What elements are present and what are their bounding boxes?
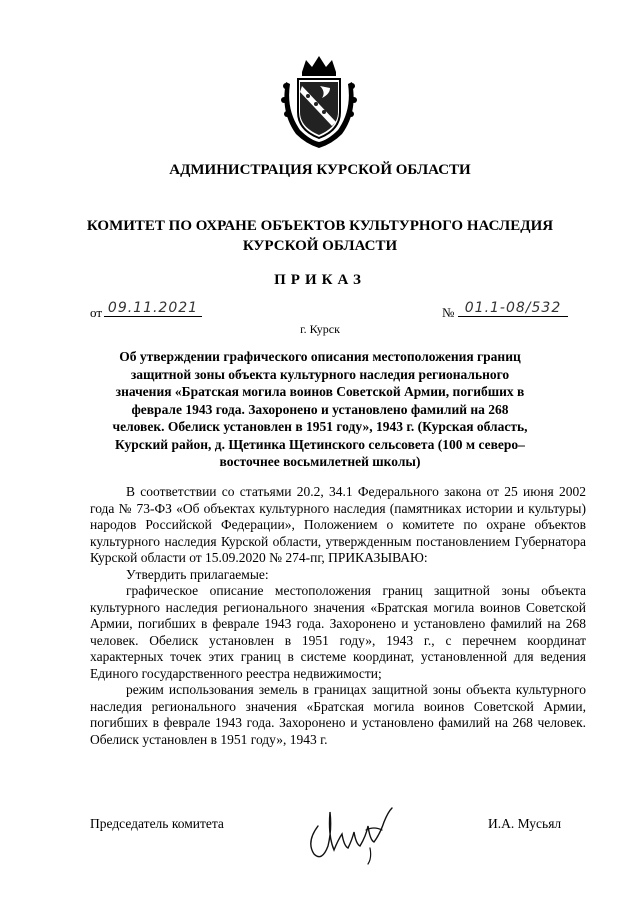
body-paragraph: режим использования земель в границах защитной зоны объекта культурного наследия регионального значения «Братская могила воинов Советской Армии, погибших в феврале 1943 года. Захоронено и установлено фамилий на 268 человек. Обелиск установлен в 1951 году», 1943 г. <box>90 682 586 747</box>
body-paragraph: В соответствии со статьями 20.2, 34.1 Федерального закона от 25 июня 2002 года № 73-ФЗ «Об объектах культурного наследия (памятниках истории и культуры) народов Российской Федерации», Положением о комитете по охране объектов культурного наследия Курской области, утвержденным постановлением Губернатора Курской области от 15.09.2020 № 274-пг, ПРИКАЗЫВАЮ: <box>90 484 586 565</box>
document-body <box>90 484 586 748</box>
signatory-name: И.А. Мусьял <box>488 816 562 831</box>
committee-name: КОМИТЕТ ПО ОХРАНЕ ОБЪЕКТОВ КУЛЬТУРНОГО НАСЛЕДИЯ КУРСКОЙ ОБЛАСТИ <box>86 218 554 254</box>
organization-name: АДМИНИСТРАЦИЯ КУРСКОЙ ОБЛАСТИ <box>169 162 471 178</box>
document-type: ПРИКАЗ <box>274 272 366 288</box>
document-title: Об утверждении графического описания местоположения границ защитной зоны объекта культурного наследия регионального значения «Братская могила воинов Советской Армии, погибших в феврале 1943 года. Захоронено и установлено фамилий на 268 человек. Обелиск установлен в 1951 году», 1943 г. (Курская область, Курский район, д. Щетинка Щетинского сельсовета (100 м северо–восточнее восьмилетней школы) <box>112 349 528 469</box>
city-label: г. Курск <box>300 322 340 336</box>
number-label: № <box>442 305 455 320</box>
body-paragraph: графическое описание местоположения границ защитной зоны объекта культурного наследия регионального значения «Братская могила воинов Советской Армии, погибших в феврале 1943 года. Захоронено и установлено фамилий на 268 человек. Обелиск установлен в 1951 году», 1943 г., с перечнем координат характерных точек этих границ в системе координат, установленной для ведения Единого государственного реестра недвижимости; <box>90 583 586 681</box>
number-value: 01.1-08/532 <box>458 300 568 317</box>
handwritten-signature <box>300 796 404 866</box>
signatory-role: Председатель комитета <box>90 816 224 831</box>
body-paragraph: Утвердить прилагаемые: <box>126 566 269 582</box>
coat-of-arms-emblem <box>276 52 362 152</box>
date-label: от <box>90 305 103 320</box>
date-value: 09.11.2021 <box>104 300 202 317</box>
